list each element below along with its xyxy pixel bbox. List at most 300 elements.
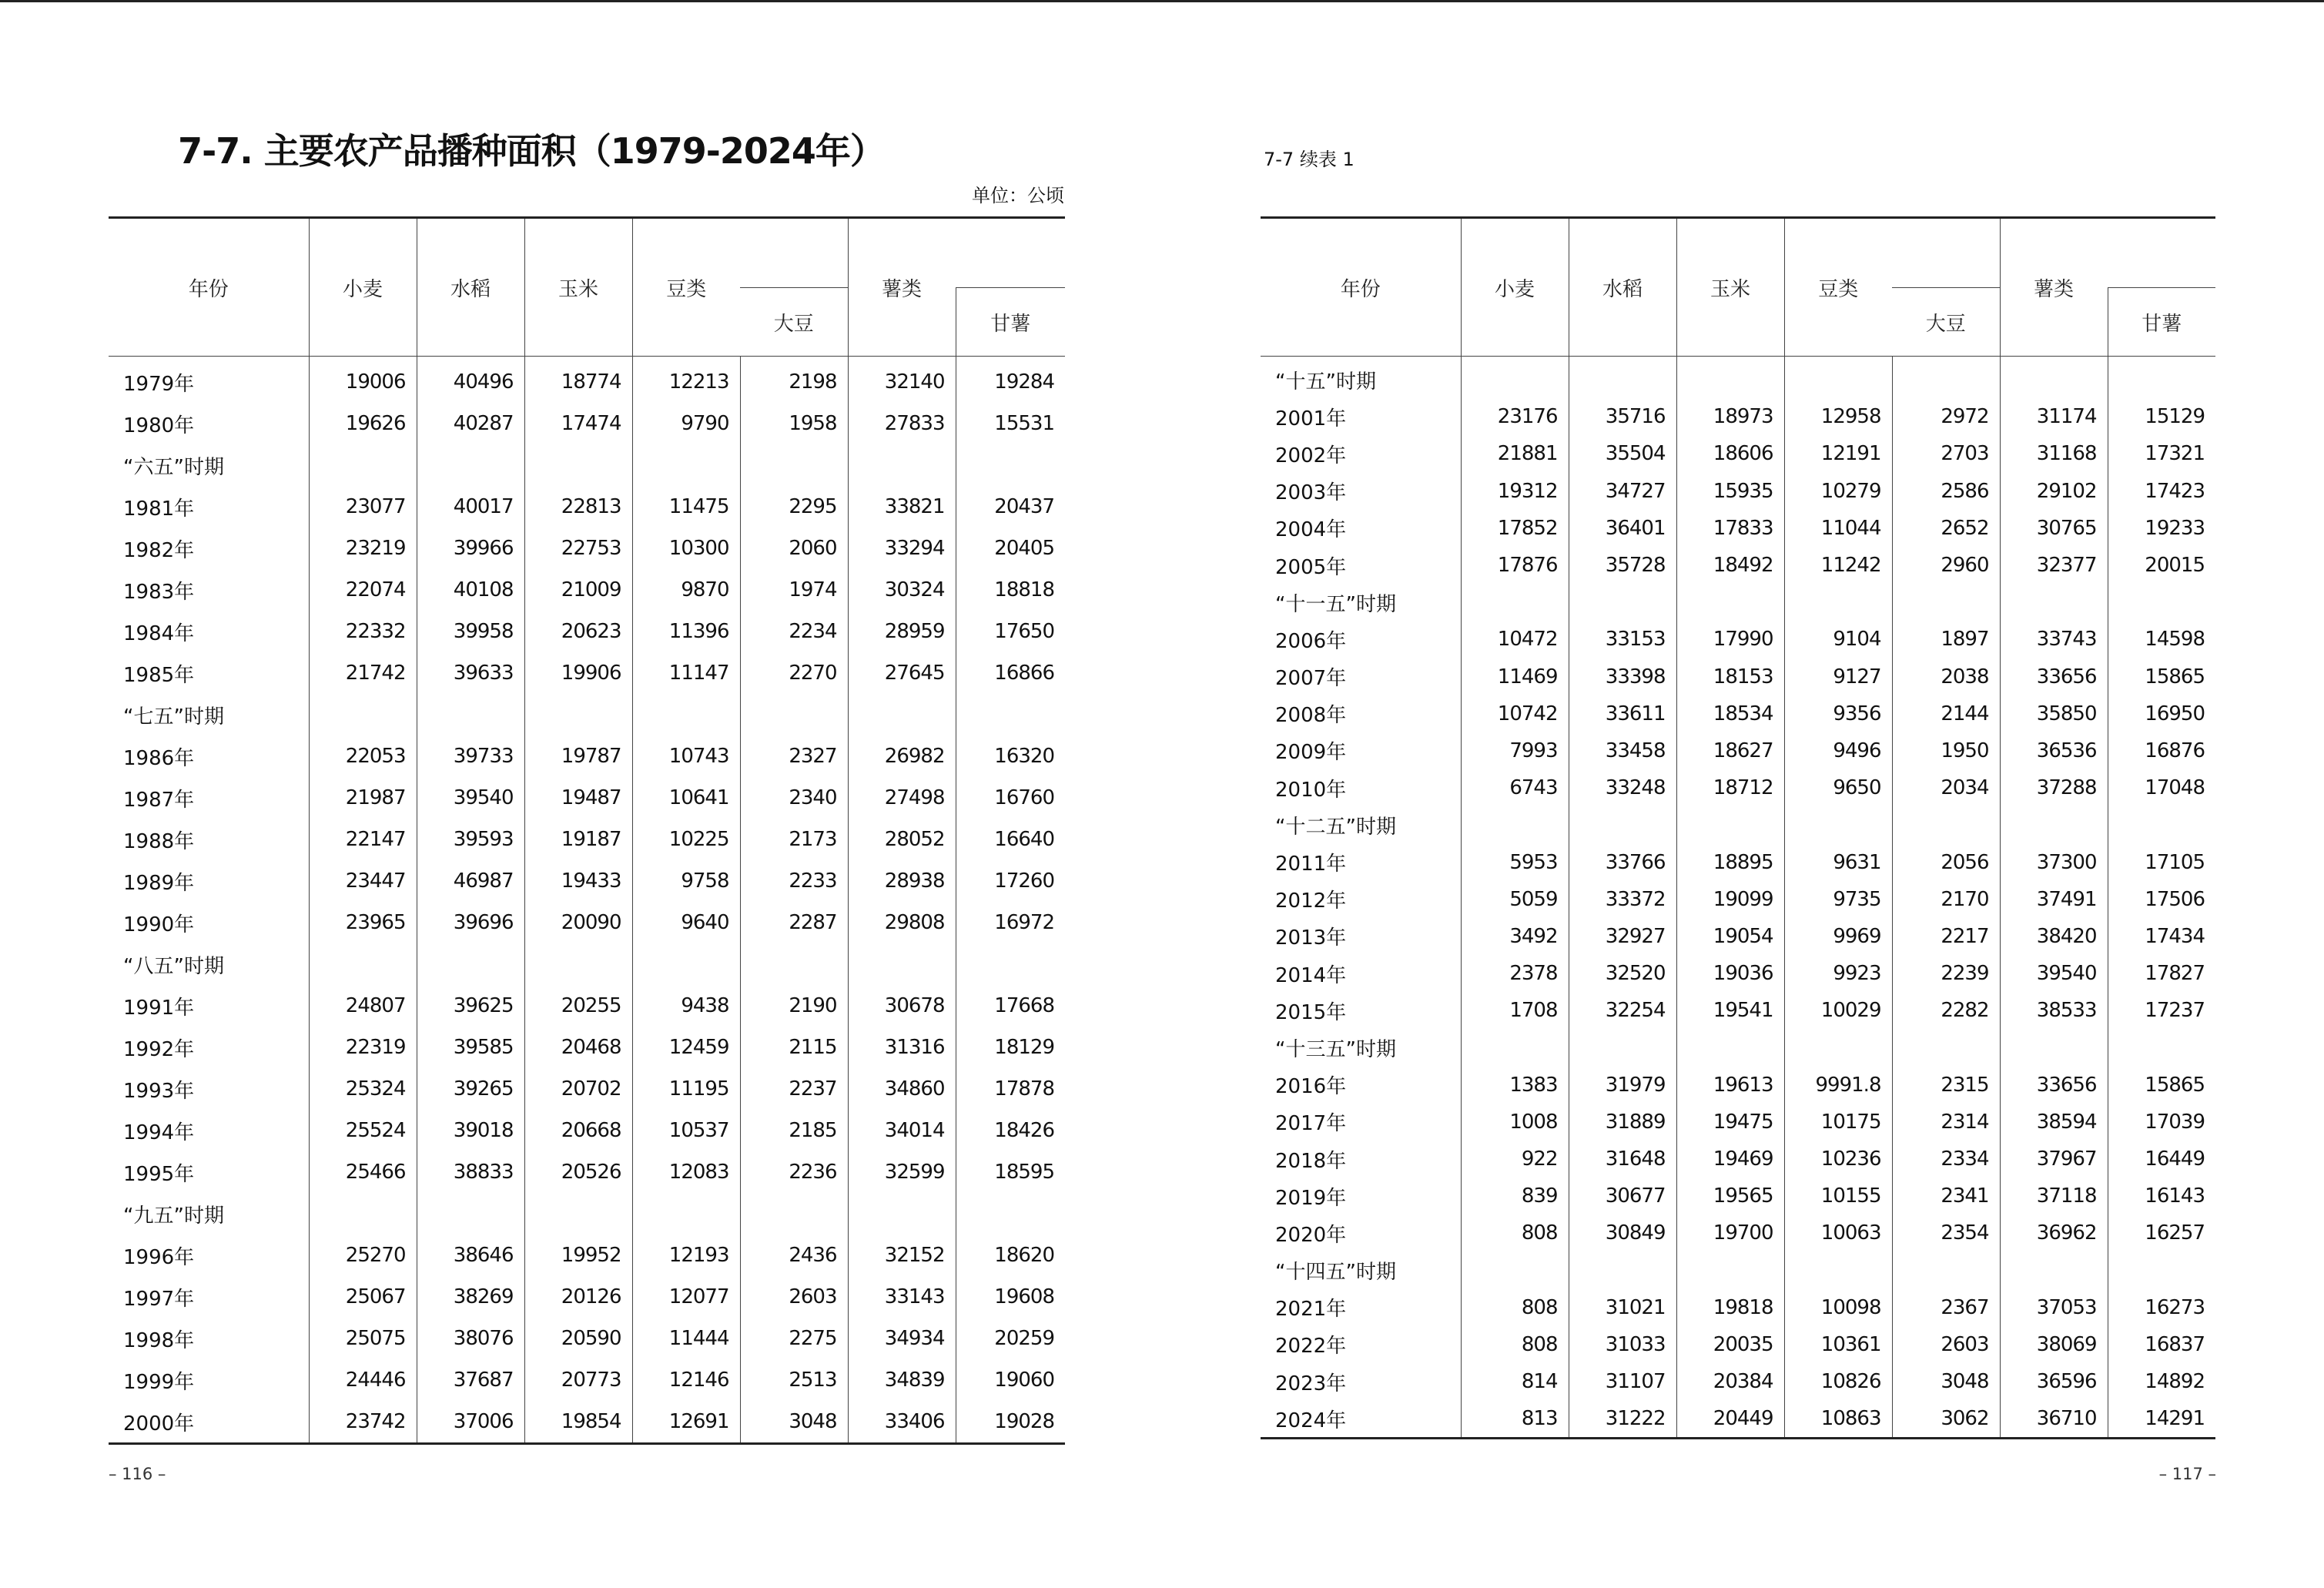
value-cell bbox=[1892, 1029, 2000, 1066]
period-label: “十二五”时期 bbox=[1275, 815, 1396, 839]
table-row bbox=[109, 1359, 1065, 1401]
value-cell: 2173 bbox=[740, 819, 848, 860]
value-cell: 19028 bbox=[956, 1401, 1065, 1444]
value-cell: 38069 bbox=[2000, 1326, 2108, 1363]
period-label: “十四五”时期 bbox=[1275, 1261, 1396, 1285]
value-cell: 16760 bbox=[956, 777, 1065, 819]
value-cell: 1950 bbox=[1892, 732, 2000, 769]
value-cell: 808 bbox=[1461, 1289, 1569, 1326]
table-row bbox=[109, 1151, 1065, 1193]
value-cell bbox=[1676, 806, 1784, 843]
value-cell bbox=[2000, 806, 2108, 843]
value-cell: 18595 bbox=[956, 1151, 1065, 1193]
value-cell: 18895 bbox=[1676, 843, 1784, 880]
value-cell: 20702 bbox=[524, 1068, 632, 1110]
value-cell: 10225 bbox=[632, 819, 740, 860]
value-cell: 18620 bbox=[956, 1235, 1065, 1276]
year-cell: 1995年 bbox=[123, 1162, 195, 1186]
table-row bbox=[1261, 1141, 2215, 1178]
year-cell: 2018年 bbox=[1275, 1149, 1347, 1173]
value-cell: 16257 bbox=[2108, 1214, 2215, 1251]
value-cell: 33656 bbox=[2000, 658, 2108, 695]
value-cell: 2327 bbox=[740, 735, 848, 777]
value-cell bbox=[1676, 357, 1784, 399]
header-soybean: 大豆 bbox=[1892, 288, 2000, 357]
table-row bbox=[109, 902, 1065, 943]
value-cell bbox=[740, 694, 848, 735]
value-cell bbox=[1784, 357, 1892, 399]
table-row bbox=[1261, 1178, 2215, 1214]
period-label: “十一五”时期 bbox=[1275, 592, 1396, 616]
value-cell: 19312 bbox=[1461, 473, 1569, 510]
value-cell bbox=[309, 444, 417, 486]
table-row bbox=[1261, 1104, 2215, 1141]
value-cell: 2367 bbox=[1892, 1289, 2000, 1326]
value-cell: 3492 bbox=[1461, 918, 1569, 955]
value-cell: 31168 bbox=[2000, 435, 2108, 472]
table-row bbox=[109, 569, 1065, 611]
value-cell: 19952 bbox=[524, 1235, 632, 1276]
table-row bbox=[109, 486, 1065, 528]
value-cell: 25270 bbox=[309, 1235, 417, 1276]
value-cell: 33153 bbox=[1569, 621, 1676, 658]
value-cell: 39593 bbox=[417, 819, 524, 860]
value-cell bbox=[632, 943, 740, 985]
value-cell: 2060 bbox=[740, 528, 848, 569]
value-cell: 19818 bbox=[1676, 1289, 1784, 1326]
value-cell: 839 bbox=[1461, 1178, 1569, 1214]
value-cell bbox=[632, 1193, 740, 1235]
value-cell bbox=[1784, 1252, 1892, 1289]
period-row bbox=[1261, 584, 2215, 621]
value-cell: 20259 bbox=[956, 1318, 1065, 1359]
value-cell: 33372 bbox=[1569, 881, 1676, 918]
value-cell: 16449 bbox=[2108, 1141, 2215, 1178]
table-row bbox=[109, 735, 1065, 777]
value-cell: 11469 bbox=[1461, 658, 1569, 695]
header-corn: 玉米 bbox=[524, 218, 632, 357]
value-cell: 15865 bbox=[2108, 1067, 2215, 1104]
value-cell: 22074 bbox=[309, 569, 417, 611]
value-cell: 9991.8 bbox=[1784, 1067, 1892, 1104]
table-row bbox=[109, 611, 1065, 652]
value-cell: 29102 bbox=[2000, 473, 2108, 510]
year-cell: 2009年 bbox=[1275, 741, 1347, 765]
value-cell: 808 bbox=[1461, 1326, 1569, 1363]
value-cell: 18774 bbox=[524, 357, 632, 404]
value-cell: 40496 bbox=[417, 357, 524, 404]
header-soybean: 大豆 bbox=[740, 288, 848, 357]
value-cell: 10361 bbox=[1784, 1326, 1892, 1363]
table-row bbox=[109, 528, 1065, 569]
value-cell: 17434 bbox=[2108, 918, 2215, 955]
value-cell: 2652 bbox=[1892, 510, 2000, 547]
value-cell: 9870 bbox=[632, 569, 740, 611]
header-spacer bbox=[740, 218, 848, 288]
value-cell: 38833 bbox=[417, 1151, 524, 1193]
value-cell: 2233 bbox=[740, 860, 848, 902]
year-cell: 1997年 bbox=[123, 1287, 195, 1311]
unit-label: 单位：公顷 bbox=[972, 185, 1064, 206]
value-cell: 20437 bbox=[956, 486, 1065, 528]
top-border-rule bbox=[0, 0, 2324, 2]
period-label: “八五”时期 bbox=[123, 954, 224, 978]
year-cell: 2017年 bbox=[1275, 1112, 1347, 1136]
value-cell: 2603 bbox=[1892, 1326, 2000, 1363]
value-cell: 20468 bbox=[524, 1027, 632, 1068]
value-cell: 10826 bbox=[1784, 1363, 1892, 1400]
value-cell bbox=[1784, 1029, 1892, 1066]
value-cell: 31107 bbox=[1569, 1363, 1676, 1400]
value-cell: 17990 bbox=[1676, 621, 1784, 658]
header-sweet-potato: 甘薯 bbox=[2108, 288, 2215, 357]
value-cell bbox=[417, 444, 524, 486]
value-cell: 24446 bbox=[309, 1359, 417, 1401]
value-cell bbox=[524, 694, 632, 735]
value-cell: 12193 bbox=[632, 1235, 740, 1276]
table-row bbox=[1261, 695, 2215, 732]
value-cell: 15531 bbox=[956, 403, 1065, 444]
year-cell: 1999年 bbox=[123, 1370, 195, 1394]
value-cell: 17105 bbox=[2108, 843, 2215, 880]
value-cell: 33398 bbox=[1569, 658, 1676, 695]
year-cell: 2019年 bbox=[1275, 1186, 1347, 1210]
value-cell: 31021 bbox=[1569, 1289, 1676, 1326]
value-cell: 18492 bbox=[1676, 547, 1784, 584]
value-cell: 18627 bbox=[1676, 732, 1784, 769]
year-cell: 1979年 bbox=[123, 372, 195, 396]
value-cell bbox=[1461, 357, 1569, 399]
value-cell bbox=[524, 1193, 632, 1235]
value-cell: 2603 bbox=[740, 1276, 848, 1318]
year-cell: 1992年 bbox=[123, 1037, 195, 1061]
value-cell: 39625 bbox=[417, 985, 524, 1027]
year-cell: 1986年 bbox=[123, 746, 195, 770]
value-cell: 32520 bbox=[1569, 955, 1676, 992]
table-row bbox=[109, 819, 1065, 860]
value-cell bbox=[309, 694, 417, 735]
value-cell: 20773 bbox=[524, 1359, 632, 1401]
value-cell: 2315 bbox=[1892, 1067, 2000, 1104]
value-cell: 813 bbox=[1461, 1400, 1569, 1439]
year-cell: 2012年 bbox=[1275, 889, 1347, 913]
value-cell: 37118 bbox=[2000, 1178, 2108, 1214]
value-cell: 33821 bbox=[848, 486, 956, 528]
value-cell bbox=[848, 943, 956, 985]
value-cell: 2960 bbox=[1892, 547, 2000, 584]
value-cell bbox=[2000, 584, 2108, 621]
value-cell: 31033 bbox=[1569, 1326, 1676, 1363]
value-cell: 922 bbox=[1461, 1141, 1569, 1178]
table-row bbox=[109, 1068, 1065, 1110]
value-cell: 19284 bbox=[956, 357, 1065, 404]
table-row bbox=[1261, 918, 2215, 955]
value-cell: 2436 bbox=[740, 1235, 848, 1276]
value-cell: 10155 bbox=[1784, 1178, 1892, 1214]
year-cell: 1987年 bbox=[123, 788, 195, 812]
value-cell: 17039 bbox=[2108, 1104, 2215, 1141]
value-cell: 27645 bbox=[848, 652, 956, 694]
value-cell: 2513 bbox=[740, 1359, 848, 1401]
header-tubers: 薯类 bbox=[848, 218, 956, 357]
table-row bbox=[109, 1110, 1065, 1151]
value-cell: 2198 bbox=[740, 357, 848, 404]
value-cell: 12958 bbox=[1784, 398, 1892, 435]
header-sweet-potato: 甘薯 bbox=[956, 288, 1065, 357]
table-row bbox=[109, 1401, 1065, 1444]
header-rice: 水稻 bbox=[417, 218, 524, 357]
value-cell bbox=[632, 694, 740, 735]
value-cell: 2239 bbox=[1892, 955, 2000, 992]
value-cell: 2185 bbox=[740, 1110, 848, 1151]
value-cell bbox=[632, 444, 740, 486]
table-row bbox=[1261, 992, 2215, 1029]
header-legumes: 豆类 bbox=[1784, 218, 1892, 357]
value-cell bbox=[2108, 584, 2215, 621]
value-cell bbox=[1892, 806, 2000, 843]
value-cell: 20035 bbox=[1676, 1326, 1784, 1363]
table-row bbox=[1261, 473, 2215, 510]
value-cell: 33294 bbox=[848, 528, 956, 569]
value-cell: 9356 bbox=[1784, 695, 1892, 732]
value-cell: 37053 bbox=[2000, 1289, 2108, 1326]
value-cell: 38646 bbox=[417, 1235, 524, 1276]
value-cell: 27833 bbox=[848, 403, 956, 444]
value-cell: 18129 bbox=[956, 1027, 1065, 1068]
value-cell: 9127 bbox=[1784, 658, 1892, 695]
value-cell: 17474 bbox=[524, 403, 632, 444]
value-cell: 1708 bbox=[1461, 992, 1569, 1029]
value-cell: 33611 bbox=[1569, 695, 1676, 732]
value-cell: 37687 bbox=[417, 1359, 524, 1401]
value-cell: 20668 bbox=[524, 1110, 632, 1151]
value-cell: 15935 bbox=[1676, 473, 1784, 510]
value-cell: 2190 bbox=[740, 985, 848, 1027]
year-cell: 2013年 bbox=[1275, 926, 1347, 950]
value-cell: 12691 bbox=[632, 1401, 740, 1444]
table-row bbox=[1261, 547, 2215, 584]
value-cell: 9631 bbox=[1784, 843, 1892, 880]
value-cell bbox=[1569, 584, 1676, 621]
value-cell: 16273 bbox=[2108, 1289, 2215, 1326]
value-cell: 1008 bbox=[1461, 1104, 1569, 1141]
value-cell: 16950 bbox=[2108, 695, 2215, 732]
value-cell: 30677 bbox=[1569, 1178, 1676, 1214]
value-cell: 37967 bbox=[2000, 1141, 2108, 1178]
value-cell bbox=[2000, 357, 2108, 399]
value-cell: 39585 bbox=[417, 1027, 524, 1068]
value-cell bbox=[1892, 584, 2000, 621]
value-cell bbox=[1676, 1252, 1784, 1289]
value-cell: 33656 bbox=[2000, 1067, 2108, 1104]
value-cell: 17237 bbox=[2108, 992, 2215, 1029]
value-cell: 16866 bbox=[956, 652, 1065, 694]
table-row bbox=[1261, 1326, 2215, 1363]
value-cell: 12146 bbox=[632, 1359, 740, 1401]
value-cell: 35716 bbox=[1569, 398, 1676, 435]
year-cell: 1991年 bbox=[123, 996, 195, 1020]
value-cell: 2236 bbox=[740, 1151, 848, 1193]
value-cell: 32599 bbox=[848, 1151, 956, 1193]
value-cell: 11242 bbox=[1784, 547, 1892, 584]
value-cell: 2972 bbox=[1892, 398, 2000, 435]
value-cell: 28938 bbox=[848, 860, 956, 902]
value-cell: 11396 bbox=[632, 611, 740, 652]
value-cell: 2270 bbox=[740, 652, 848, 694]
value-cell bbox=[2108, 1029, 2215, 1066]
value-cell: 25524 bbox=[309, 1110, 417, 1151]
value-cell: 27498 bbox=[848, 777, 956, 819]
value-cell: 9758 bbox=[632, 860, 740, 902]
value-cell: 19541 bbox=[1676, 992, 1784, 1029]
value-cell: 20449 bbox=[1676, 1400, 1784, 1439]
page-number-right: – 117 – bbox=[2158, 1465, 2216, 1483]
value-cell: 37300 bbox=[2000, 843, 2108, 880]
value-cell bbox=[740, 943, 848, 985]
period-row bbox=[109, 1193, 1065, 1235]
value-cell: 39733 bbox=[417, 735, 524, 777]
value-cell: 19099 bbox=[1676, 881, 1784, 918]
value-cell: 10863 bbox=[1784, 1400, 1892, 1439]
table-row bbox=[109, 777, 1065, 819]
value-cell bbox=[956, 694, 1065, 735]
value-cell: 20384 bbox=[1676, 1363, 1784, 1400]
table-row bbox=[1261, 1289, 2215, 1326]
year-cell: 2021年 bbox=[1275, 1298, 1347, 1322]
value-cell: 46987 bbox=[417, 860, 524, 902]
year-cell: 2020年 bbox=[1275, 1223, 1347, 1247]
period-row bbox=[1261, 806, 2215, 843]
table-row bbox=[109, 652, 1065, 694]
value-cell: 21742 bbox=[309, 652, 417, 694]
year-cell: 2015年 bbox=[1275, 1000, 1347, 1024]
page-number-left: – 116 – bbox=[109, 1465, 166, 1483]
year-cell: 2003年 bbox=[1275, 481, 1347, 505]
year-cell: 1984年 bbox=[123, 621, 195, 645]
value-cell: 19006 bbox=[309, 357, 417, 404]
value-cell: 2115 bbox=[740, 1027, 848, 1068]
value-cell: 30324 bbox=[848, 569, 956, 611]
value-cell: 23176 bbox=[1461, 398, 1569, 435]
table-row bbox=[1261, 1214, 2215, 1251]
value-cell: 9650 bbox=[1784, 769, 1892, 806]
value-cell bbox=[1892, 357, 2000, 399]
year-cell: 1985年 bbox=[123, 663, 195, 687]
value-cell: 19475 bbox=[1676, 1104, 1784, 1141]
value-cell: 19433 bbox=[524, 860, 632, 902]
value-cell: 10098 bbox=[1784, 1289, 1892, 1326]
value-cell: 16320 bbox=[956, 735, 1065, 777]
value-cell: 814 bbox=[1461, 1363, 1569, 1400]
value-cell: 1897 bbox=[1892, 621, 2000, 658]
table-row bbox=[1261, 510, 2215, 547]
value-cell: 23077 bbox=[309, 486, 417, 528]
value-cell: 39633 bbox=[417, 652, 524, 694]
period-label: “十五”时期 bbox=[1275, 370, 1376, 394]
value-cell: 39540 bbox=[417, 777, 524, 819]
year-cell: 1982年 bbox=[123, 538, 195, 562]
value-cell bbox=[1569, 357, 1676, 399]
value-cell: 17876 bbox=[1461, 547, 1569, 584]
value-cell: 17423 bbox=[2108, 473, 2215, 510]
period-row bbox=[109, 943, 1065, 985]
value-cell: 2144 bbox=[1892, 695, 2000, 732]
value-cell: 2341 bbox=[1892, 1178, 2000, 1214]
value-cell bbox=[524, 943, 632, 985]
value-cell: 2354 bbox=[1892, 1214, 2000, 1251]
value-cell: 26982 bbox=[848, 735, 956, 777]
value-cell bbox=[956, 444, 1065, 486]
year-cell: 1994年 bbox=[123, 1121, 195, 1144]
year-cell: 2002年 bbox=[1275, 444, 1347, 467]
year-cell: 2024年 bbox=[1275, 1409, 1347, 1432]
value-cell: 18712 bbox=[1676, 769, 1784, 806]
value-cell: 12083 bbox=[632, 1151, 740, 1193]
value-cell: 2056 bbox=[1892, 843, 2000, 880]
value-cell: 40108 bbox=[417, 569, 524, 611]
value-cell: 19787 bbox=[524, 735, 632, 777]
table-body-left bbox=[109, 357, 1065, 1444]
value-cell: 9923 bbox=[1784, 955, 1892, 992]
value-cell bbox=[848, 1193, 956, 1235]
year-cell: 2007年 bbox=[1275, 667, 1347, 691]
value-cell: 808 bbox=[1461, 1214, 1569, 1251]
value-cell: 17668 bbox=[956, 985, 1065, 1027]
table-row bbox=[109, 1235, 1065, 1276]
value-cell bbox=[1569, 1029, 1676, 1066]
value-cell: 33766 bbox=[1569, 843, 1676, 880]
year-cell: 2004年 bbox=[1275, 518, 1347, 542]
value-cell: 10063 bbox=[1784, 1214, 1892, 1251]
value-cell: 35850 bbox=[2000, 695, 2108, 732]
value-cell: 37491 bbox=[2000, 881, 2108, 918]
value-cell: 39265 bbox=[417, 1068, 524, 1110]
value-cell: 17833 bbox=[1676, 510, 1784, 547]
value-cell: 1974 bbox=[740, 569, 848, 611]
period-label: “六五”时期 bbox=[123, 455, 224, 479]
header-legumes: 豆类 bbox=[632, 218, 740, 357]
value-cell: 17260 bbox=[956, 860, 1065, 902]
value-cell: 2334 bbox=[1892, 1141, 2000, 1178]
value-cell: 2287 bbox=[740, 902, 848, 943]
table-row bbox=[1261, 1363, 2215, 1400]
value-cell: 9640 bbox=[632, 902, 740, 943]
value-cell: 25466 bbox=[309, 1151, 417, 1193]
value-cell bbox=[1892, 1252, 2000, 1289]
value-cell: 31979 bbox=[1569, 1067, 1676, 1104]
value-cell: 3048 bbox=[740, 1401, 848, 1444]
header-spacer bbox=[956, 218, 1065, 288]
value-cell: 2295 bbox=[740, 486, 848, 528]
crop-area-table-right bbox=[1261, 216, 2215, 1439]
value-cell: 19187 bbox=[524, 819, 632, 860]
table-row bbox=[109, 1318, 1065, 1359]
value-cell bbox=[848, 444, 956, 486]
value-cell bbox=[1461, 806, 1569, 843]
value-cell: 9438 bbox=[632, 985, 740, 1027]
value-cell bbox=[2108, 806, 2215, 843]
year-cell: 2016年 bbox=[1275, 1075, 1347, 1099]
table-row bbox=[1261, 843, 2215, 880]
value-cell: 19854 bbox=[524, 1401, 632, 1444]
value-cell: 19565 bbox=[1676, 1178, 1784, 1214]
value-cell: 31222 bbox=[1569, 1400, 1676, 1439]
value-cell: 20126 bbox=[524, 1276, 632, 1318]
table-body-right bbox=[1261, 357, 2215, 1439]
value-cell: 34934 bbox=[848, 1318, 956, 1359]
table-row bbox=[1261, 769, 2215, 806]
year-cell: 1980年 bbox=[123, 414, 195, 437]
